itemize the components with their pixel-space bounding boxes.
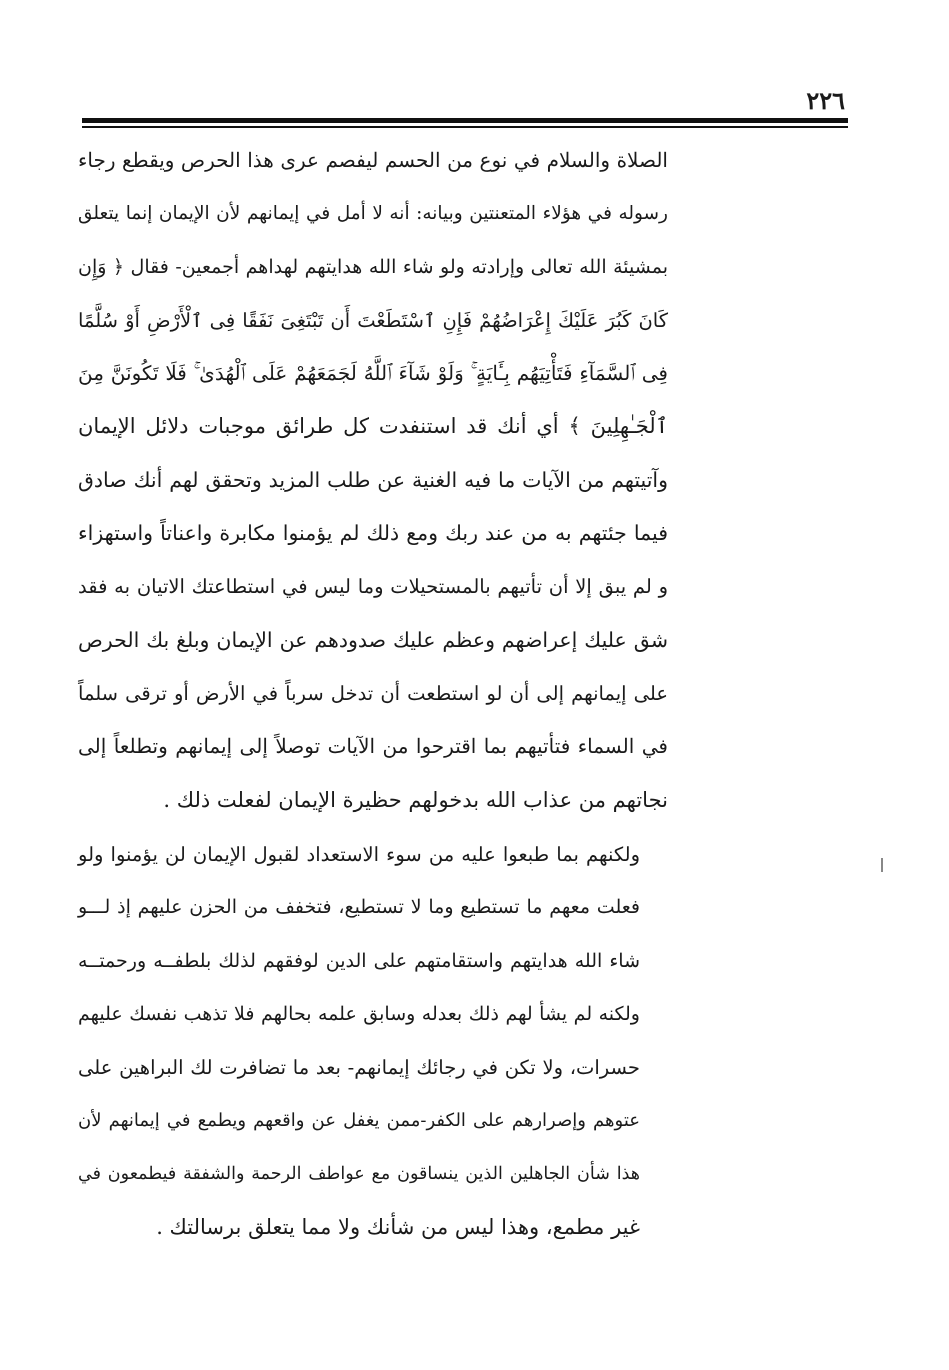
text-line: وآتيتهم من الآيات ما فيه الغنية عن طلب المزيد وتحقق لهم أنك صادق [78,467,668,492]
text-line: ٱلْجَـٰهِلِينَ ﴾ أي أنك قد استنفدت كل طرائق موجبات دلائل الإيمان [78,414,668,439]
quran-verse-line: فِى ٱلسَّمَآءِ فَتَأْتِيَهُم بِـَٔايَةٍ ۚ وَلَوْ شَآءَ ٱللَّهُ لَجَمَعَهُمْ عَلَى ٱلْهُدَىٰ ۚ فَلَا تَكُونَنَّ مِنَ [78,361,668,386]
text-line: شاء الله هدايتهم واستقامتهم على الدين لوفقهم لذلك بلطفــه ورحمتــه [78,949,640,972]
margin-mark [881,858,883,872]
text-line: حسرات، ولا تكن في رجائك إيمانهم- بعد ما تضافرت لك البراهين على [78,1056,640,1080]
paragraph-2 [78,828,668,1254]
page-number: ٢٢٦ [806,86,845,115]
header-rule-thick [82,118,848,123]
quran-verse-line: كَانَ كَبُرَ عَلَيْكَ إِعْرَاضُهُمْ فَإِنِ ٱسْتَطَعْتَ أَن تَبْتَغِىَ نَفَقًا فِى ٱلْأَرْضِ أَوْ سُلَّمًا [78,308,668,332]
text-line: غير مطمع، وهذا ليس من شأنك ولا مما يتعلق برسالتك . [156,1215,640,1240]
paragraph-1 [78,134,668,827]
text-line: نجاتهم من عذاب الله بدخولهم حظيرة الإيمان لفعلت ذلك . [163,787,668,812]
text-line: في السماء فتأتيهم بما اقترحوا من الآيات توصلاً إلى إيمانهم وتطلعاً إلى [78,734,668,759]
text-line: الصلاة والسلام في نوع من الحسم ليفصم عرى هذا الحرص ويقطع رجاء [78,148,668,172]
text-line: فعلت معهم ما تستطيع وما لا تستطيع، فتخفف من الحزن عليهم إذ لـــو [78,896,640,919]
text-line: ولكنهم بما طبعوا عليه من سوء الاستعداد لقبول الإيمان لن يؤمنوا ولو [78,843,640,866]
text-line: ولكنه لم يشأ لهم ذلك بعدله وسابق علمه بحالهم فلا تذهب نفسك عليهم [78,1002,640,1025]
text-line: هذا شأن الجاهلين الذين ينساقون مع عواطف الرحمة والشفقة فيطمعون في [78,1163,640,1184]
text-line: و لم يبق إلا أن تأتيهم بالمستحيلات وما ليس في استطاعتك الاتيان به فقد [78,575,668,599]
header-rule-thin [82,126,848,128]
text-line: بمشيئة الله تعالى وإرادته ولو شاء الله هدايتهم لهداهم أجمعين- فقال ﴿ وَإِن [78,255,668,278]
text-line: على إيمانهم إلى أن لو استطعت أن تدخل سرباً في الأرض أو ترقى سلماً [78,681,668,705]
text-line: عتوهم وإصرارهم على الكفر-ممن يغفل عن واقعهم ويطمع في إيمانهم لأن [78,1110,640,1132]
text-line: شق عليك إعراضهم وعظم عليك صدودهم عن الإيمان وبلغ بك الحرص [78,627,668,652]
text-line: رسوله في هؤلاء المتعنتين وبيانه: أنه لا أمل في إيمانهم لأن الإيمان إنما يتعلق [78,203,668,225]
text-line: فيما جئتهم به من عند ربك ومع ذلك لم يؤمنوا مكابرة واعناتاً واستهزاء [78,521,668,546]
